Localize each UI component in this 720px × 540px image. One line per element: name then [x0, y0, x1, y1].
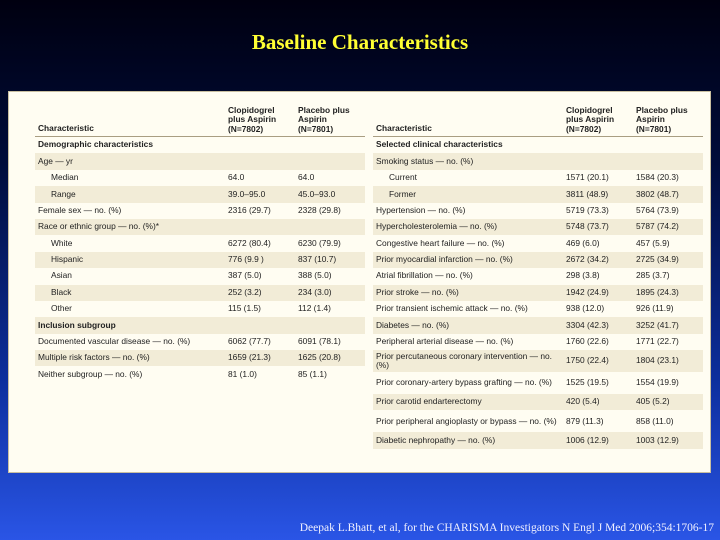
table-row: [35, 285, 365, 301]
clinical-table: [373, 102, 703, 449]
characteristic-cell: Prior carotid endarterectomy: [373, 394, 563, 410]
table-row: [373, 317, 703, 333]
table-row: [35, 301, 365, 317]
table-row: [373, 153, 703, 169]
placebo-cell: 2725 (34.9): [633, 252, 703, 268]
table-row: [35, 170, 365, 186]
placebo-cell: 285 (3.7): [636, 270, 670, 281]
placebo-cell: 6091 (78.1): [298, 336, 341, 347]
placebo-header: Placebo plus Aspirin (N=7801): [295, 102, 365, 137]
placebo-cell: 3802 (48.7): [633, 186, 703, 202]
characteristic-cell: Current: [389, 172, 417, 183]
clopidogrel-cell: 5748 (73.7): [563, 219, 633, 235]
characteristic-cell: Documented vascular disease — no. (%): [38, 336, 191, 347]
clopidogrel-cell: [225, 317, 295, 333]
placebo-cell: [295, 153, 365, 169]
clopidogrel-cell: 420 (5.4): [563, 394, 633, 410]
table-row: [373, 252, 703, 268]
clopidogrel-cell: 1006 (12.9): [563, 432, 633, 448]
characteristic-cell: Race or ethnic group — no. (%)*: [35, 219, 225, 235]
clopidogrel-cell: 1942 (24.9): [563, 285, 633, 301]
clopidogrel-header: Clopidogrel plus Aspirin (N=7802): [225, 102, 295, 137]
placebo-cell: 45.0–93.0: [295, 186, 365, 202]
clopidogrel-cell: 5719 (73.3): [566, 204, 609, 215]
characteristic-cell: Inclusion subgroup: [35, 317, 225, 333]
table-row: [373, 268, 703, 284]
clopidogrel-cell: [563, 153, 633, 169]
placebo-cell: 457 (5.9): [636, 237, 670, 248]
clopidogrel-cell: 64.0: [228, 172, 245, 183]
clopidogrel-cell: 1571 (20.1): [566, 172, 609, 183]
clopidogrel-cell: 39.0–95.0: [225, 186, 295, 202]
demographics-table: [35, 102, 365, 383]
table-row: [373, 432, 703, 448]
table-row: [373, 394, 703, 410]
placebo-cell: 6230 (79.9): [298, 237, 341, 248]
placebo-cell: 1895 (24.3): [633, 285, 703, 301]
characteristic-cell: Prior percutaneous coronary intervention — no. (%): [373, 350, 563, 372]
table-row: [373, 219, 703, 235]
table-row: [373, 285, 703, 301]
characteristic-cell: White: [51, 237, 73, 248]
clopidogrel-cell: 1525 (19.5): [566, 377, 609, 388]
table-row: [35, 350, 365, 366]
clopidogrel-cell: 6062 (77.7): [228, 336, 271, 347]
characteristic-cell: Median: [51, 172, 79, 183]
characteristic-cell: Hispanic: [35, 252, 225, 268]
table-row: [35, 317, 365, 333]
characteristic-cell: Range: [35, 186, 225, 202]
clopidogrel-cell: 387 (5.0): [228, 270, 262, 281]
clopidogrel-cell: 3304 (42.3): [563, 317, 633, 333]
clopidogrel-cell: 252 (3.2): [225, 285, 295, 301]
clopidogrel-cell: 938 (12.0): [566, 303, 605, 314]
placebo-cell: 5764 (73.9): [636, 204, 679, 215]
characteristic-header: Characteristic: [373, 102, 563, 137]
clopidogrel-cell: 298 (3.8): [566, 270, 600, 281]
citation: Deepak L.Bhatt, et al, for the CHARISMA Investigators N Engl J Med 2006;354:1706-17: [299, 522, 714, 534]
table-row: [373, 186, 703, 202]
table-row: [35, 366, 365, 382]
clopidogrel-header: Clopidogrel plus Aspirin (N=7802): [563, 102, 633, 137]
clopidogrel-cell: [563, 137, 633, 154]
characteristic-cell: Atrial fibrillation — no. (%): [376, 270, 473, 281]
characteristic-cell: Age — yr: [35, 153, 225, 169]
placebo-cell: 1554 (19.9): [636, 377, 679, 388]
table-row: [373, 301, 703, 317]
table-row: [373, 410, 703, 432]
characteristic-cell: Multiple risk factors — no. (%): [35, 350, 225, 366]
table-row: [373, 137, 703, 154]
placebo-cell: 1804 (23.1): [633, 350, 703, 372]
clopidogrel-cell: 115 (1.5): [228, 303, 261, 314]
placebo-cell: 5787 (74.2): [633, 219, 703, 235]
table-row: [373, 334, 703, 350]
table-row: [373, 170, 703, 186]
placebo-cell: 1584 (20.3): [636, 172, 679, 183]
characteristic-cell: Diabetic nephropathy — no. (%): [373, 432, 563, 448]
characteristic-cell: Prior coronary-artery bypass grafting — no. (%): [376, 377, 552, 388]
clopidogrel-cell: 6272 (80.4): [228, 237, 271, 248]
placebo-cell: [295, 317, 365, 333]
characteristic-cell: Female sex — no. (%): [38, 204, 122, 215]
placebo-cell: [295, 137, 365, 154]
placebo-cell: 1771 (22.7): [636, 336, 679, 347]
characteristic-cell: Hypercholesterolemia — no. (%): [373, 219, 563, 235]
table-row: [373, 350, 703, 372]
characteristic-cell: Prior myocardial infarction — no. (%): [373, 252, 563, 268]
placebo-cell: 64.0: [298, 172, 315, 183]
placebo-cell: 112 (1.4): [298, 303, 331, 314]
table-row: [35, 153, 365, 169]
table-row: [373, 203, 703, 219]
slide-title: Baseline Characteristics: [251, 30, 469, 54]
placebo-header: Placebo plus Aspirin (N=7801): [633, 102, 703, 137]
table-row: [35, 219, 365, 235]
placebo-cell: [295, 219, 365, 235]
placebo-cell: 1625 (20.8): [295, 350, 365, 366]
table-row: [35, 186, 365, 202]
placebo-cell: [633, 137, 703, 154]
characteristic-cell: Hypertension — no. (%): [376, 204, 466, 215]
characteristic-cell: Smoking status — no. (%): [373, 153, 563, 169]
characteristic-cell: Asian: [51, 270, 72, 281]
characteristic-cell: Former: [373, 186, 563, 202]
placebo-cell: 234 (3.0): [295, 285, 365, 301]
characteristic-cell: Prior stroke — no. (%): [373, 285, 563, 301]
clopidogrel-cell: 2316 (29.7): [228, 204, 271, 215]
clopidogrel-cell: 1750 (22.4): [563, 350, 633, 372]
characteristic-cell: Selected clinical characteristics: [376, 139, 503, 150]
placebo-cell: 858 (11.0): [636, 415, 674, 426]
table-row: [35, 252, 365, 268]
placebo-cell: 1003 (12.9): [633, 432, 703, 448]
characteristic-cell: Diabetes — no. (%): [373, 317, 563, 333]
characteristic-cell: Prior peripheral angioplasty or bypass — no. (%): [376, 415, 557, 426]
characteristic-cell: Peripheral arterial disease — no. (%): [376, 336, 514, 347]
placebo-cell: 926 (11.9): [636, 303, 674, 314]
clopidogrel-cell: 3811 (48.9): [563, 186, 633, 202]
characteristic-cell: Congestive heart failure — no. (%): [376, 237, 505, 248]
clopidogrel-cell: 879 (11.3): [566, 415, 604, 426]
placebo-cell: 3252 (41.7): [633, 317, 703, 333]
clopidogrel-cell: 469 (6.0): [566, 237, 600, 248]
placebo-cell: 388 (5.0): [298, 270, 332, 281]
clopidogrel-cell: [225, 137, 295, 154]
table-row: [373, 372, 703, 394]
placebo-cell: 85 (1.1): [298, 368, 327, 379]
placebo-cell: 2328 (29.8): [298, 204, 341, 215]
characteristic-cell: Neither subgroup — no. (%): [38, 368, 143, 379]
clopidogrel-cell: 81 (1.0): [228, 368, 257, 379]
clopidogrel-cell: [225, 219, 295, 235]
table-row: [35, 203, 365, 219]
table-row: [35, 268, 365, 284]
characteristic-header: Characteristic: [35, 102, 225, 137]
characteristic-cell: Prior transient ischemic attack — no. (%): [376, 303, 528, 314]
characteristic-cell: Other: [51, 303, 72, 314]
clopidogrel-cell: 1760 (22.6): [566, 336, 609, 347]
clopidogrel-cell: 776 (9.9 ): [225, 252, 295, 268]
clopidogrel-cell: 2672 (34.2): [563, 252, 633, 268]
table-row: [35, 235, 365, 251]
clopidogrel-cell: [225, 153, 295, 169]
characteristic-cell: Black: [35, 285, 225, 301]
table-row: [373, 235, 703, 251]
table-row: [35, 334, 365, 350]
placebo-cell: 405 (5.2): [633, 394, 703, 410]
placebo-cell: 837 (10.7): [295, 252, 365, 268]
clopidogrel-cell: 1659 (21.3): [225, 350, 295, 366]
characteristic-cell: Demographic characteristics: [38, 139, 153, 150]
baseline-table-panel: [8, 91, 711, 473]
table-row: [35, 137, 365, 154]
placebo-cell: [633, 153, 703, 169]
